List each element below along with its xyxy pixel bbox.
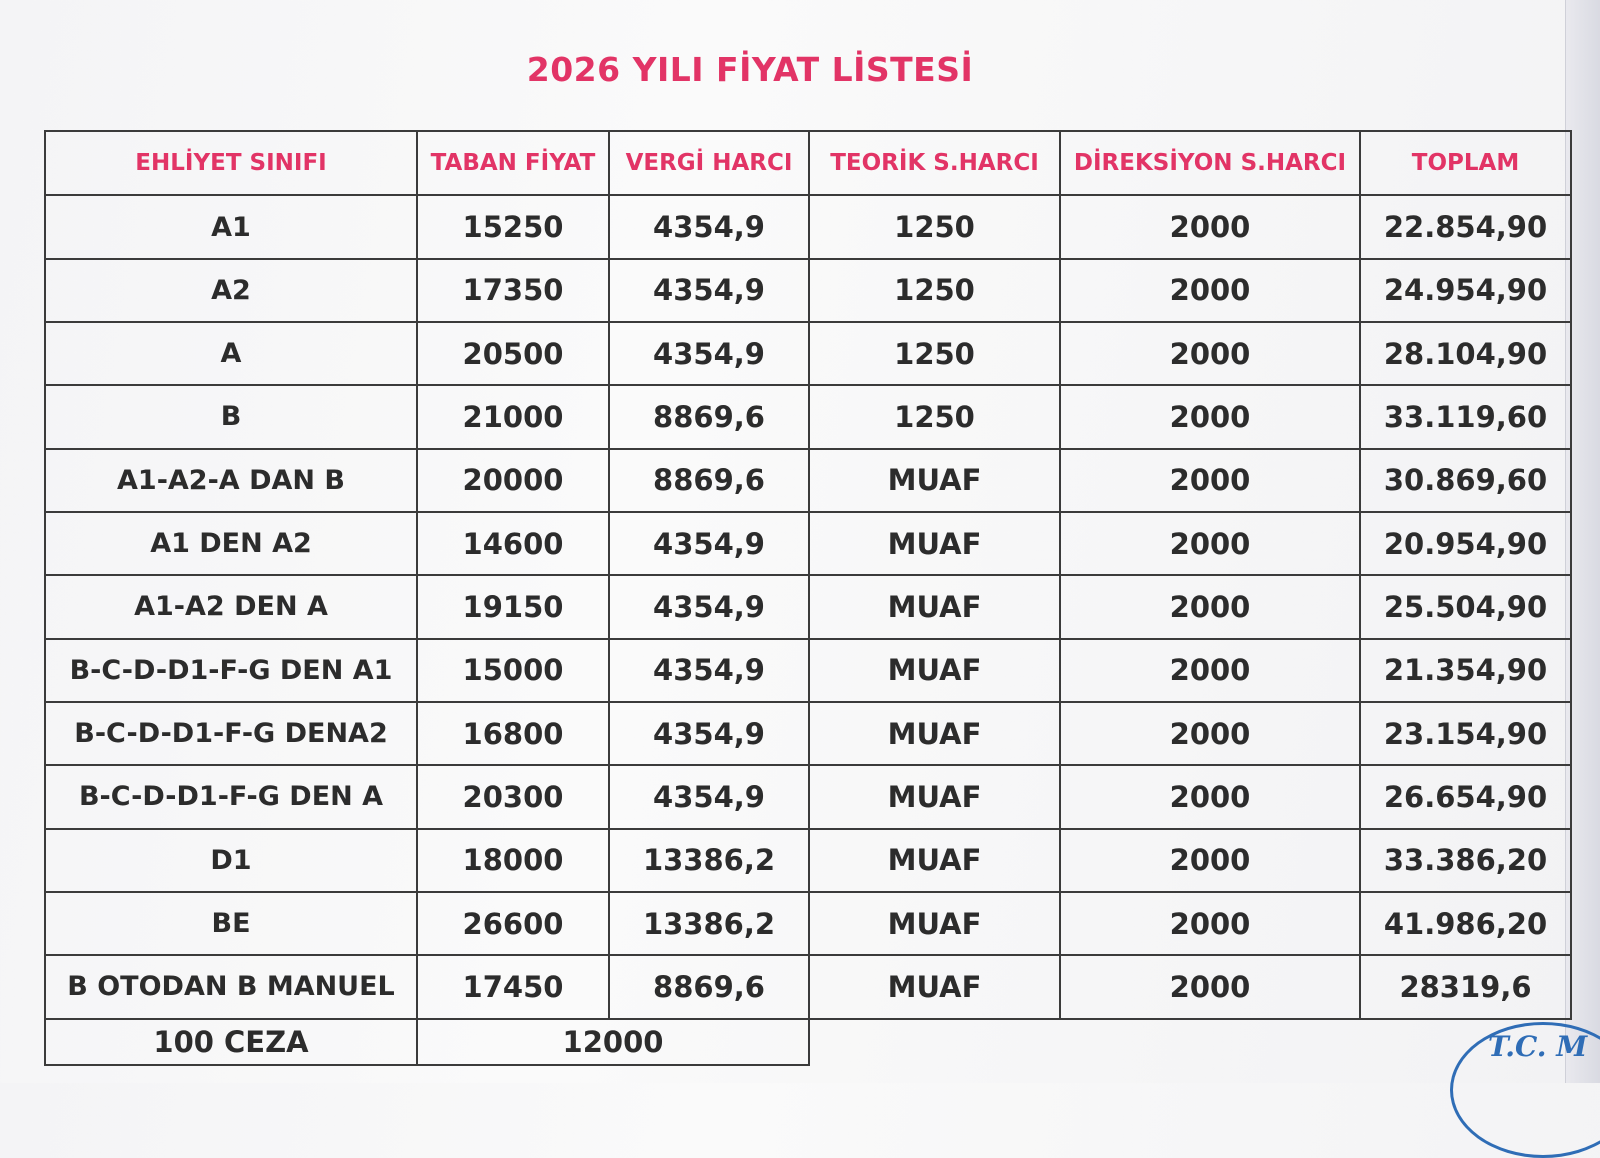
price-cell: 4354,9 xyxy=(609,322,809,385)
price-cell: 25.504,90 xyxy=(1360,575,1571,638)
price-cell: MUAF xyxy=(809,575,1060,638)
price-cell: MUAF xyxy=(809,955,1060,1018)
fine-value: 12000 xyxy=(417,1019,809,1065)
table-row xyxy=(45,765,1571,828)
price-cell: 18000 xyxy=(417,829,609,892)
table-row xyxy=(45,639,1571,702)
price-cell: 20500 xyxy=(417,322,609,385)
header-cell: EHLİYET SINIFI xyxy=(45,131,417,195)
price-cell: 2000 xyxy=(1060,892,1360,955)
price-cell: 30.869,60 xyxy=(1360,449,1571,512)
price-cell: 28.104,90 xyxy=(1360,322,1571,385)
price-cell: 15000 xyxy=(417,639,609,702)
price-cell: 26600 xyxy=(417,892,609,955)
license-class-cell: B OTODAN B MANUEL xyxy=(45,955,417,1018)
price-cell: MUAF xyxy=(809,892,1060,955)
price-cell: 23.154,90 xyxy=(1360,702,1571,765)
price-cell: 4354,9 xyxy=(609,512,809,575)
table-row xyxy=(45,195,1571,258)
stamp-text: T.C. M xyxy=(1488,1030,1588,1063)
license-class-cell: A1-A2 DEN A xyxy=(45,575,417,638)
header-cell: TOPLAM xyxy=(1360,131,1571,195)
price-cell: 2000 xyxy=(1060,575,1360,638)
license-class-cell: A2 xyxy=(45,259,417,322)
price-cell: 1250 xyxy=(809,322,1060,385)
header-cell: TEORİK S.HARCI xyxy=(809,131,1060,195)
price-cell: 8869,6 xyxy=(609,385,809,448)
price-cell: 4354,9 xyxy=(609,639,809,702)
price-cell: 4354,9 xyxy=(609,195,809,258)
price-cell: 13386,2 xyxy=(609,829,809,892)
price-cell: 2000 xyxy=(1060,195,1360,258)
price-cell: 1250 xyxy=(809,195,1060,258)
page-title: 2026 YILI FİYAT LİSTESİ xyxy=(526,50,974,89)
table-row xyxy=(45,512,1571,575)
price-cell: MUAF xyxy=(809,512,1060,575)
price-cell: 28319,6 xyxy=(1360,955,1571,1018)
license-class-cell: A xyxy=(45,322,417,385)
table-row xyxy=(45,322,1571,385)
header-cell: DİREKSİYON S.HARCI xyxy=(1060,131,1360,195)
price-table xyxy=(44,130,1572,1066)
price-cell: 14600 xyxy=(417,512,609,575)
header-cell: VERGİ HARCI xyxy=(609,131,809,195)
price-cell: 22.854,90 xyxy=(1360,195,1571,258)
table-row xyxy=(45,702,1571,765)
price-cell: MUAF xyxy=(809,765,1060,828)
price-cell: MUAF xyxy=(809,449,1060,512)
price-cell: 19150 xyxy=(417,575,609,638)
license-class-cell: A1 xyxy=(45,195,417,258)
price-cell: 2000 xyxy=(1060,765,1360,828)
price-cell: 15250 xyxy=(417,195,609,258)
price-cell: 2000 xyxy=(1060,512,1360,575)
header-cell: TABAN FİYAT xyxy=(417,131,609,195)
price-cell: MUAF xyxy=(809,639,1060,702)
price-cell: 26.654,90 xyxy=(1360,765,1571,828)
price-cell: MUAF xyxy=(809,702,1060,765)
price-cell: 2000 xyxy=(1060,449,1360,512)
price-cell: 21000 xyxy=(417,385,609,448)
price-cell: 2000 xyxy=(1060,702,1360,765)
price-cell: 17450 xyxy=(417,955,609,1018)
empty-area xyxy=(809,1019,1571,1065)
price-cell: 1250 xyxy=(809,259,1060,322)
license-class-cell: B-C-D-D1-F-G DEN A1 xyxy=(45,639,417,702)
license-class-cell: A1 DEN A2 xyxy=(45,512,417,575)
price-cell: 2000 xyxy=(1060,322,1360,385)
license-class-cell: B xyxy=(45,385,417,448)
price-cell: 2000 xyxy=(1060,385,1360,448)
price-cell: 4354,9 xyxy=(609,702,809,765)
price-cell: 41.986,20 xyxy=(1360,892,1571,955)
price-cell: 20000 xyxy=(417,449,609,512)
table-row xyxy=(45,385,1571,448)
price-cell: 21.354,90 xyxy=(1360,639,1571,702)
price-cell: 13386,2 xyxy=(609,892,809,955)
price-cell: 20300 xyxy=(417,765,609,828)
price-cell: 2000 xyxy=(1060,639,1360,702)
license-class-cell: A1-A2-A DAN B xyxy=(45,449,417,512)
table-row xyxy=(45,892,1571,955)
license-class-cell: BE xyxy=(45,892,417,955)
price-cell: 33.119,60 xyxy=(1360,385,1571,448)
price-cell: 4354,9 xyxy=(609,259,809,322)
price-cell: 8869,6 xyxy=(609,449,809,512)
table-row xyxy=(45,259,1571,322)
license-class-cell: D1 xyxy=(45,829,417,892)
price-cell: 16800 xyxy=(417,702,609,765)
price-cell: 33.386,20 xyxy=(1360,829,1571,892)
license-class-cell: B-C-D-D1-F-G DEN A xyxy=(45,765,417,828)
price-cell: 4354,9 xyxy=(609,575,809,638)
price-cell: 17350 xyxy=(417,259,609,322)
table-header-row xyxy=(45,131,1571,195)
table-row xyxy=(45,955,1571,1018)
price-cell: 24.954,90 xyxy=(1360,259,1571,322)
fine-label: 100 CEZA xyxy=(45,1019,417,1065)
table-row xyxy=(45,829,1571,892)
price-cell: 1250 xyxy=(809,385,1060,448)
price-cell: 2000 xyxy=(1060,829,1360,892)
license-class-cell: B-C-D-D1-F-G DENA2 xyxy=(45,702,417,765)
fine-row xyxy=(45,1019,1571,1065)
price-cell: 2000 xyxy=(1060,259,1360,322)
price-cell: MUAF xyxy=(809,829,1060,892)
price-cell: 2000 xyxy=(1060,955,1360,1018)
price-cell: 20.954,90 xyxy=(1360,512,1571,575)
price-cell: 8869,6 xyxy=(609,955,809,1018)
table-row xyxy=(45,449,1571,512)
price-cell: 4354,9 xyxy=(609,765,809,828)
table-row xyxy=(45,575,1571,638)
